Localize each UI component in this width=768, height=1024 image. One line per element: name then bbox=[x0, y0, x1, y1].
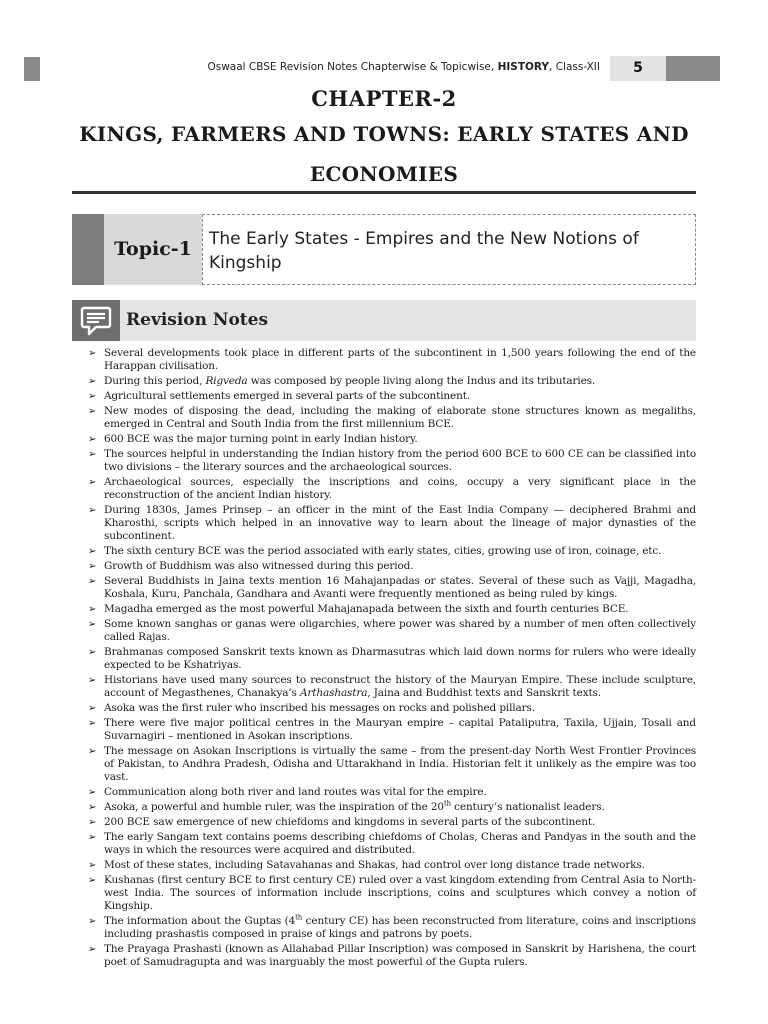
chapter-label: CHAPTER-2 bbox=[311, 86, 457, 111]
topic-header bbox=[72, 214, 696, 285]
note-text: Brahmanas composed Sanskrit texts known as Dharmasutras which laid down norms for rulers who were ideally expected to be Kshatriyas. bbox=[104, 645, 696, 672]
note-text: century’s nationalist leaders. bbox=[450, 801, 605, 814]
note-text: 600 BCE was the major turning point in early Indian history. bbox=[104, 432, 418, 445]
note-text: Archaeological sources, especially the inscriptions and coins, occupy a very significant place in the reconstruction of the ancient Indian history. bbox=[104, 475, 696, 501]
note-text: Kushanas (first century BCE to first century CE) ruled over a vast kingdom extending from Central Asia to North-west India. The sources of information include inscriptions, coins and sculptures which convey a notion of Kingship. bbox=[104, 873, 696, 913]
note-text: Most of these states, including Satavahanas and Shakas, had control over long distance trade networks. bbox=[104, 858, 645, 871]
note-text: Communication along both river and land routes was vital for the empire. bbox=[104, 786, 487, 799]
speech-bubble-icon bbox=[80, 305, 112, 337]
note-item bbox=[88, 448, 696, 474]
note-item bbox=[88, 618, 696, 644]
note-text: During 1830s, James Prinsep – an officer in the mint of the East India Company — deciphered Brahmi and Kharosthi, scripts which helped in an innovative way to learn about the lineage of major dynasties of the subcontinent. bbox=[104, 503, 696, 543]
note-item bbox=[88, 745, 696, 784]
note-text: Growth of Buddhism was also witnessed during this period. bbox=[104, 560, 414, 572]
note-italic-title: Arthashastra bbox=[300, 687, 368, 700]
note-text: The Prayaga Prashasti (known as Allahabad Pillar Inscription) was composed in Sanskrit by Harishena, the court poet of Samudragupta and was inarguably the most powerful of the Gupta rulers. bbox=[104, 943, 696, 969]
note-text: New modes of disposing the dead, including the making of elaborate stone structures known as megaliths, emerged in Central and South India from the first millennium BCE. bbox=[104, 404, 696, 430]
note-item bbox=[88, 702, 696, 715]
note-item bbox=[88, 560, 696, 573]
note-superscript: th bbox=[443, 799, 451, 808]
note-item bbox=[88, 786, 696, 799]
note-item bbox=[88, 801, 696, 814]
revision-notes-heading: Revision Notes bbox=[126, 310, 269, 330]
note-text: The information about the Guptas (4 bbox=[104, 915, 296, 927]
note-text: Agricultural settlements emerged in several parts of the subcontinent. bbox=[104, 389, 470, 402]
note-item bbox=[88, 347, 696, 373]
note-text: The early Sangam text contains poems describing chiefdoms of Cholas, Cheras and Pandyas in the south and the ways in which the resources were acquired and distributed. bbox=[104, 830, 696, 856]
note-text: During this period, bbox=[104, 375, 206, 388]
note-text: The sixth century BCE was the period associated with early states, cities, growing use of iron, coinage, etc. bbox=[104, 545, 662, 558]
note-text: Magadha emerged as the most powerful Mahajanapada between the sixth and fourth centuries BCE. bbox=[104, 602, 629, 615]
revision-notes-header bbox=[72, 300, 696, 341]
note-text: Several developments took place in different parts of the subcontinent in 1,500 years following the end of the Harappan civilisation. bbox=[104, 347, 696, 373]
note-superscript: th bbox=[295, 913, 303, 922]
note-text: The sources helpful in understanding the Indian history from the period 600 BCE to 600 CE can be classified into two divisions – the literary sources and the archaeological sources. bbox=[104, 447, 696, 473]
page-number-tab bbox=[610, 56, 720, 81]
note-text: century CE) has been reconstructed from literature, coins and inscriptions including prashastis composed in praise of kings and patrons by poets. bbox=[104, 915, 696, 941]
note-item bbox=[88, 375, 696, 388]
title-divider bbox=[72, 191, 696, 194]
note-item bbox=[88, 504, 696, 543]
note-item bbox=[88, 943, 696, 969]
note-item bbox=[88, 476, 696, 502]
chapter-title: KINGS, FARMERS AND TOWNS: EARLY STATES AND ECONOMIES bbox=[79, 122, 689, 186]
topic-label: Topic-1 bbox=[104, 214, 202, 285]
note-item bbox=[88, 674, 696, 700]
note-text: Historians have used many sources to reconstruct the history of the Mauryan Empire. These include sculpture, account of Megasthenes, Chanakya’s bbox=[104, 673, 696, 700]
running-head-prefix: Oswaal CBSE Revision Notes Chapterwise & Topicwise, bbox=[207, 61, 498, 73]
note-item bbox=[88, 874, 696, 913]
note-text: , Jaina and Buddhist texts and Sanskrit texts. bbox=[367, 687, 601, 700]
left-margin-marker bbox=[24, 57, 40, 81]
topic-title: The Early States - Empires and the New Notions of Kingship bbox=[202, 214, 696, 285]
note-item bbox=[88, 405, 696, 431]
note-item bbox=[88, 603, 696, 616]
revision-notes-list bbox=[88, 347, 696, 971]
topic-accent-bar bbox=[72, 214, 104, 285]
running-head bbox=[207, 61, 600, 73]
note-italic-title: Rigveda bbox=[205, 375, 248, 388]
note-text: Asoka, a powerful and humble ruler, was the inspiration of the 20 bbox=[104, 801, 444, 814]
note-item bbox=[88, 545, 696, 558]
note-item bbox=[88, 575, 696, 601]
note-text: Asoka was the first ruler who inscribed his messages on rocks and polished pillars. bbox=[104, 702, 535, 714]
note-item bbox=[88, 717, 696, 743]
note-item bbox=[88, 390, 696, 403]
running-head-subject: HISTORY bbox=[497, 61, 550, 73]
note-text: Several Buddhists in Jaina texts mention 16 Mahajanpadas or states. Several of these such as Vajji, Magadha, Koshala, Kuru, Panchala, Gandhara and Avanti were frequently mentioned as being ruled by kings. bbox=[104, 574, 696, 601]
note-text: was composed by people living along the Indus and its tributaries. bbox=[247, 375, 596, 388]
note-text: 200 BCE saw emergence of new chiefdoms and kingdoms in several parts of the subcontinent. bbox=[104, 815, 596, 828]
note-item bbox=[88, 831, 696, 857]
page-number: 5 bbox=[610, 56, 666, 81]
note-item bbox=[88, 859, 696, 872]
note-text: There were five major political centres in the Mauryan empire – capital Pataliputra, Taxila, Ujjain, Tosali and Suvarnagiri – mentioned in Asokan inscriptions. bbox=[104, 716, 696, 743]
running-head-suffix: , Class-XII bbox=[549, 61, 600, 73]
note-text: Some known sanghas or ganas were oligarchies, where power was shared by a number of men often collectively called Rajas. bbox=[104, 617, 696, 643]
note-item bbox=[88, 646, 696, 672]
note-item bbox=[88, 816, 696, 829]
note-item bbox=[88, 433, 696, 446]
note-text: The message on Asokan Inscriptions is virtually the same – from the present-day North West Frontier Provinces of Pakistan, to Andhra Pradesh, Odisha and Uttarakhand in India. Historian felt it unlikely as the empire was too vast. bbox=[104, 744, 696, 784]
revision-notes-icon-box bbox=[72, 300, 120, 341]
note-item bbox=[88, 915, 696, 941]
